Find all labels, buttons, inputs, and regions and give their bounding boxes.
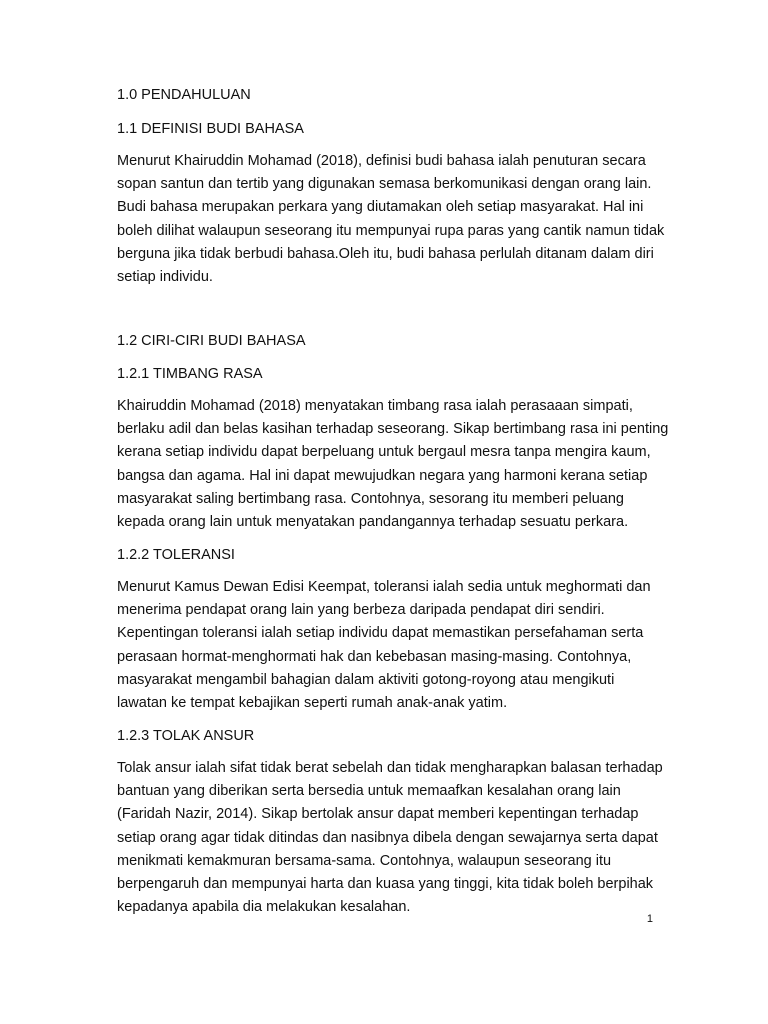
paragraph-line: Tolak ansur ialah sifat tidak berat sebelah dan tidak mengharapkan balasan terhadap: [117, 760, 663, 776]
paragraph-line: setiap orang agar tidak ditindas dan nasibnya dibela dengan sewajarnya serta dapat: [117, 829, 658, 846]
paragraph-toleransi: [117, 576, 651, 715]
heading-timbang-rasa: 1.2.1 TIMBANG RASA: [117, 366, 263, 382]
paragraph-line: berguna jika tidak berbudi bahasa.Oleh itu, budi bahasa perlulah ditanam dalam diri: [117, 245, 654, 262]
paragraph-line: setiap individu.: [117, 269, 213, 286]
paragraph-line: sopan santun dan tertib yang digunakan semasa berkomunikasi dengan orang lain.: [117, 176, 652, 193]
paragraph-line: menikmati kemakmuran bersama-sama. Contohnya, walaupun seseorang itu: [117, 852, 612, 869]
paragraph-line: (Faridah Nazir, 2014). Sikap bertolak ansur dapat memberi kepentingan terhadap: [117, 806, 639, 823]
paragraph-line: kerana setiap individu dapat berpeluang untuk bergaul mesra tanpa mengira kaum,: [117, 444, 651, 461]
page-number: 1: [646, 913, 653, 925]
paragraph-tolak-ansur: [117, 757, 663, 919]
paragraph-line: Kepentingan toleransi ialah setiap individu dapat memastikan persefahaman serta: [117, 625, 644, 642]
paragraph-line: masyarakat mengambil bahagian dalam aktiviti gotong-royong atau mengikuti: [117, 671, 615, 688]
paragraph-line: Budi bahasa merupakan perkara yang diutamakan oleh setiap masyarakat. Hal ini: [117, 199, 644, 216]
paragraph-line: kepada orang lain untuk menyatakan pandangannya terhadap sesuatu perkara.: [117, 514, 629, 531]
paragraph-line: berpengaruh dan mempunyai harta dan kuasa yang tinggi, kita tidak boleh berpihak: [117, 876, 654, 893]
paragraph-line: kepadanya apabila dia melakukan kesalahan.: [117, 899, 411, 916]
heading-pendahuluan: 1.0 PENDAHULUAN: [117, 87, 251, 103]
paragraph-line: bangsa dan agama. Hal ini dapat mewujudkan negara yang harmoni kerana setiap: [117, 467, 648, 484]
heading-tolak-ansur: 1.2.3 TOLAK ANSUR: [117, 728, 255, 744]
paragraph-line: bantuan yang diberikan serta bersedia untuk memaafkan kesalahan orang lain: [117, 783, 621, 800]
paragraph-definisi: [117, 150, 664, 289]
heading-toleransi: 1.2.2 TOLERANSI: [117, 547, 235, 563]
paragraph-line: Menurut Kamus Dewan Edisi Keempat, toleransi ialah sedia untuk meghormati dan: [117, 579, 651, 595]
paragraph-line: boleh dilihat walaupun seseorang itu mempunyai rupa paras yang cantik namun tidak: [117, 222, 665, 239]
paragraph-line: masyarakat saling bertimbang rasa. Contohnya, sesorang itu memberi peluang: [117, 490, 624, 507]
paragraph-line: perasaan hormat-menghormati hak dan kebebasan masing-masing. Contohnya,: [117, 648, 632, 665]
heading-ciri-ciri-budi-bahasa: 1.2 CIRI-CIRI BUDI BAHASA: [117, 333, 306, 349]
paragraph-line: Khairuddin Mohamad (2018) menyatakan timbang rasa ialah perasaaan simpati,: [117, 398, 633, 414]
paragraph-line: menerima pendapat orang lain yang berbeza daripada pendapat diri sendiri.: [117, 602, 605, 619]
paragraph-timbang-rasa: [117, 395, 668, 534]
heading-definisi-budi-bahasa: 1.1 DEFINISI BUDI BAHASA: [117, 121, 304, 137]
paragraph-line: berlaku adil dan belas kasihan terhadap seseorang. Sikap bertimbang rasa ini penting: [117, 421, 669, 438]
paragraph-line: lawatan ke tempat kebajikan seperti rumah anak-anak yatim.: [117, 695, 508, 712]
paragraph-line: Menurut Khairuddin Mohamad (2018), definisi budi bahasa ialah penuturan secara: [117, 153, 646, 169]
